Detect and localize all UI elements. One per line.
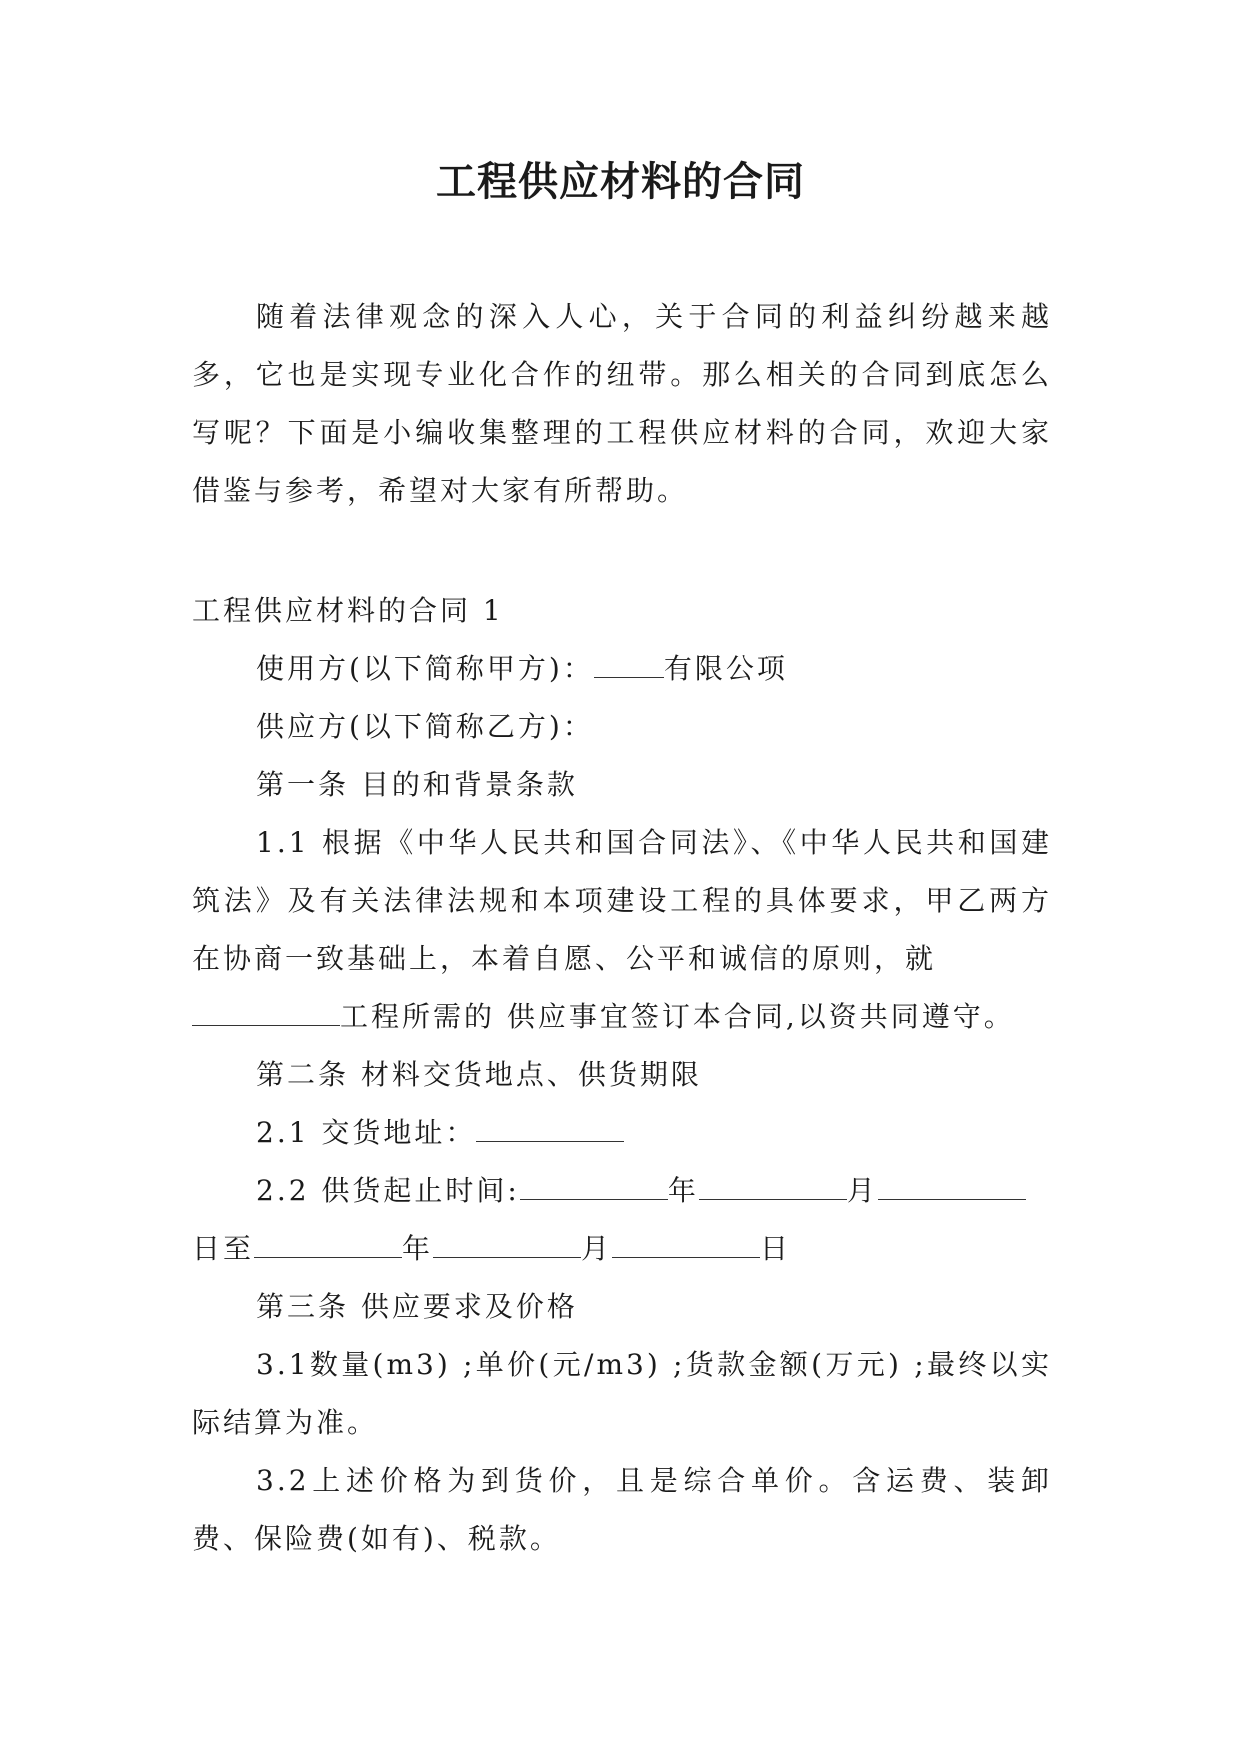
day-to-label: 日至	[192, 1232, 255, 1265]
clause-2-1	[192, 1104, 1052, 1162]
document-title: 工程供应材料的合同	[436, 159, 805, 205]
clause-3-1: 3.1数量(m3) ;单价(元/m3) ;货款金额(万元) ;最终以实际结算为准。	[192, 1348, 1052, 1439]
article-1-title: 第一条 目的和背景条款	[256, 768, 578, 801]
party-a-label: 使用方(以下简称甲方)：	[256, 652, 594, 685]
month-label: 月	[846, 1174, 878, 1207]
article-3-title: 第三条 供应要求及价格	[256, 1290, 578, 1323]
delivery-address-blank	[476, 1119, 624, 1142]
contract-heading: 工程供应材料的合同 1	[192, 594, 504, 627]
end-month-blank	[433, 1235, 581, 1258]
clause-2-2	[192, 1162, 1052, 1220]
party-a-suffix: 有限公项	[663, 652, 788, 685]
start-month-blank	[699, 1177, 847, 1200]
end-year-blank	[254, 1235, 402, 1258]
year-label: 年	[667, 1174, 699, 1207]
clause-2-2-continued	[192, 1220, 1052, 1278]
intro-paragraph: 随着法律观念的深入人心，关于合同的利益纠纷越来越多，它也是实现专业化合作的纽带。那么相关的合同到底怎么写呢？下面是小编收集整理的工程供应材料的合同，欢迎大家借鉴与参考，希望对大家有所帮助。	[192, 300, 1052, 507]
end-day-label: 日	[760, 1232, 792, 1265]
intro-section	[192, 288, 1052, 520]
contract-section	[192, 582, 1052, 1568]
clause-1-1-end-line	[192, 988, 1052, 1046]
end-year-label: 年	[402, 1232, 434, 1265]
party-a-line	[192, 640, 1052, 698]
end-day-blank	[612, 1235, 760, 1258]
clause-1-1: 1.1 根据《中华人民共和国合同法》、《中华人民共和国建筑法》及有关法律法规和本项建设工程的具体要求，甲乙两方在协商一致基础上，本着自愿、公平和诚信的原则，就	[192, 826, 1052, 975]
delivery-address-label: 2.1 交货地址：	[256, 1116, 477, 1149]
clause-1-1-end: 工程所需的 供应事宜签订本合同,以资共同遵守。	[340, 1000, 1015, 1033]
start-day-blank	[878, 1177, 1026, 1200]
party-a-blank	[594, 655, 664, 678]
project-name-blank	[192, 1003, 340, 1026]
party-b-line: 供应方(以下简称乙方)：	[256, 710, 594, 743]
start-year-blank	[520, 1177, 668, 1200]
supply-period-label: 2.2 供货起止时间:	[256, 1174, 520, 1207]
end-month-label: 月	[581, 1232, 613, 1265]
article-2-title: 第二条 材料交货地点、供货期限	[256, 1058, 702, 1091]
clause-3-2: 3.2上述价格为到货价，且是综合单价。含运费、装卸费、保险费(如有)、税款。	[192, 1464, 1052, 1555]
